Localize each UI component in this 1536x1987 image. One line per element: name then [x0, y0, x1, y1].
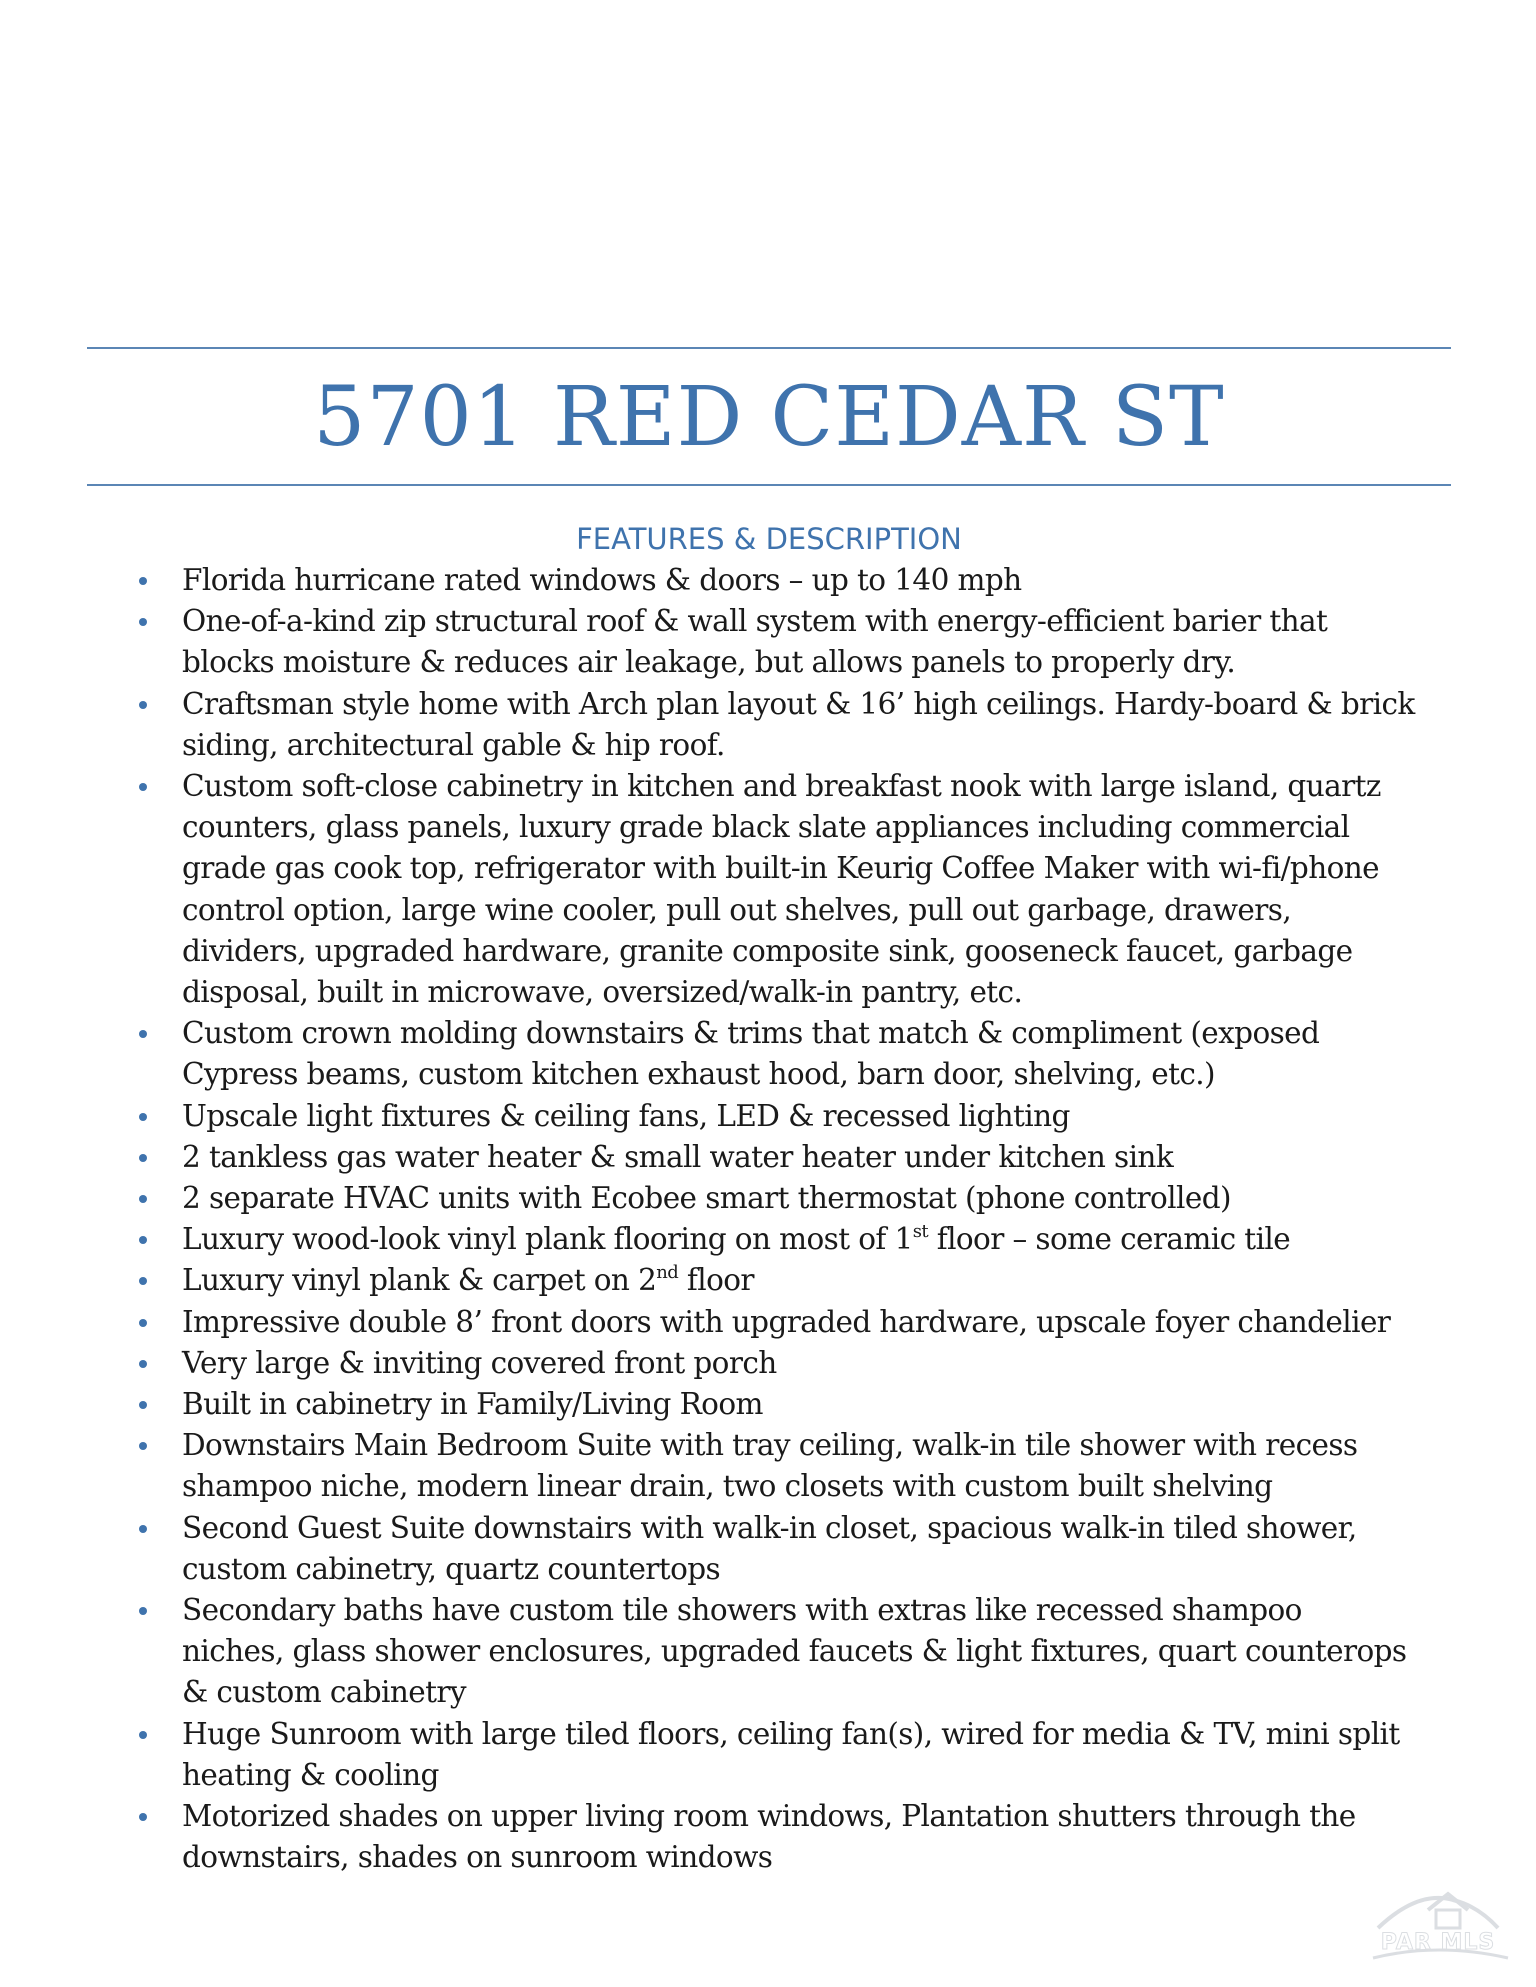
feature-line: Impressive double 8’ front doors with upgraded hardware, upscale foyer chandelier [182, 1304, 1391, 1339]
feature-line: control option, large wine cooler, pull out shelves, pull out garbage, drawers, [182, 892, 1292, 927]
feature-line: counters, glass panels, luxury grade black slate appliances including commercial [182, 810, 1350, 845]
bullet-icon [139, 1195, 147, 1203]
feature-item [130, 1178, 1460, 1219]
feature-item [130, 1096, 1460, 1137]
bullet-icon [139, 1442, 147, 1450]
feature-line: shampoo niche, modern linear drain, two closets with custom built shelving [182, 1469, 1273, 1504]
feature-line: blocks moisture & reduces air leakage, but allows panels to properly dry. [182, 645, 1236, 680]
feature-item [130, 1590, 1460, 1714]
feature-item [130, 1013, 1460, 1095]
feature-line: Huge Sunroom with large tiled floors, ceiling fan(s), wired for media & TV, mini split [182, 1716, 1400, 1751]
bullet-icon [139, 1277, 147, 1285]
bullet-icon [139, 1154, 147, 1162]
feature-line: Built in cabinetry in Family/Living Room [182, 1387, 763, 1422]
bullet-icon [139, 1236, 147, 1244]
feature-line: dividers, upgraded hardware, granite composite sink, gooseneck faucet, garbage [182, 933, 1353, 968]
section-subtitle: FEATURES & DESCRIPTION [576, 522, 962, 556]
feature-line: grade gas cook top, refrigerator with built-in Keurig Coffee Maker with wi-fi/phone [182, 851, 1380, 886]
feature-item [130, 766, 1460, 1013]
bullet-icon [139, 577, 147, 585]
feature-item [130, 601, 1460, 683]
feature-line: Motorized shades on upper living room windows, Plantation shutters through the [182, 1799, 1356, 1834]
bullet-icon [139, 783, 147, 791]
watermark-text: PAR MLS [1380, 1930, 1496, 1955]
bullet-icon [139, 1525, 147, 1533]
feature-line: Custom crown molding downstairs & trims that match & compliment (exposed [182, 1016, 1320, 1051]
ordinal-suffix: st [912, 1221, 928, 1243]
feature-line: & custom cabinetry [182, 1675, 466, 1710]
feature-line: Downstairs Main Bedroom Suite with tray ceiling, walk-in tile shower with recess [182, 1428, 1358, 1463]
bullet-icon [139, 1360, 147, 1368]
feature-item [130, 1425, 1460, 1507]
feature-item [130, 684, 1460, 766]
feature-item [130, 1796, 1460, 1878]
feature-item [130, 1137, 1460, 1178]
feature-item [130, 1302, 1460, 1343]
features-list [130, 560, 1460, 1879]
page-title: 5701 RED CEDAR ST [313, 370, 1225, 465]
feature-line: Very large & inviting covered front porch [182, 1345, 777, 1380]
feature-text: Luxury vinyl plank & carpet on 2 [182, 1263, 657, 1298]
feature-line: Upscale light fixtures & ceiling fans, LED & recessed lighting [182, 1098, 1070, 1133]
feature-line: 2 tankless gas water heater & small water heater under kitchen sink [182, 1139, 1174, 1174]
feature-line: siding, architectural gable & hip roof. [182, 727, 725, 762]
feature-text: floor [678, 1263, 754, 1298]
bullet-icon [139, 1401, 147, 1409]
feature-item [130, 1260, 1460, 1301]
feature-line: One-of-a-kind zip structural roof & wall system with energy-efficient barier that [182, 604, 1328, 639]
feature-item [130, 1384, 1460, 1425]
feature-text: Luxury wood-look vinyl plank flooring on most of 1 [182, 1222, 913, 1257]
feature-text: floor – some ceramic tile [927, 1222, 1291, 1257]
bullet-icon [139, 701, 147, 709]
feature-item [130, 560, 1460, 601]
feature-line [182, 1260, 1460, 1301]
feature-line: custom cabinetry, quartz countertops [182, 1551, 721, 1586]
bullet-icon [139, 618, 147, 626]
feature-line [182, 1219, 1460, 1260]
feature-line: Second Guest Suite downstairs with walk-in closet, spacious walk-in tiled shower, [182, 1510, 1357, 1545]
feature-line: 2 separate HVAC units with Ecobee smart thermostat (phone controlled) [182, 1181, 1231, 1216]
feature-line: Secondary baths have custom tile showers with extras like recessed shampoo [182, 1593, 1302, 1628]
title-rule-bottom [87, 484, 1451, 486]
feature-item [130, 1508, 1460, 1590]
feature-line: Craftsman style home with Arch plan layout & 16’ high ceilings. Hardy-board & brick [182, 686, 1415, 721]
feature-line: downstairs, shades on sunroom windows [182, 1840, 773, 1875]
mls-watermark-logo [1358, 1870, 1518, 1970]
bullet-icon [139, 1319, 147, 1327]
feature-line: Florida hurricane rated windows & doors – up to 140 mph [182, 563, 1022, 597]
ordinal-suffix: nd [656, 1262, 679, 1284]
bullet-icon [139, 1113, 147, 1121]
bullet-icon [139, 1607, 147, 1615]
bullet-icon [139, 1030, 147, 1038]
feature-item [130, 1219, 1460, 1260]
feature-line: Cypress beams, custom kitchen exhaust hood, barn door, shelving, etc.) [182, 1057, 1215, 1092]
feature-line: niches, glass shower enclosures, upgraded faucets & light fixtures, quart counterops [182, 1634, 1407, 1669]
feature-item [130, 1714, 1460, 1796]
feature-item [130, 1343, 1460, 1384]
feature-line: heating & cooling [182, 1757, 439, 1792]
house-logo-icon [1358, 1870, 1518, 1970]
feature-line: disposal, built in microwave, oversized/walk-in pantry, etc. [182, 975, 1023, 1010]
feature-line: Custom soft-close cabinetry in kitchen and breakfast nook with large island, quartz [182, 769, 1381, 804]
bullet-icon [139, 1813, 147, 1821]
bullet-icon [139, 1731, 147, 1739]
title-rule-top [87, 347, 1451, 349]
